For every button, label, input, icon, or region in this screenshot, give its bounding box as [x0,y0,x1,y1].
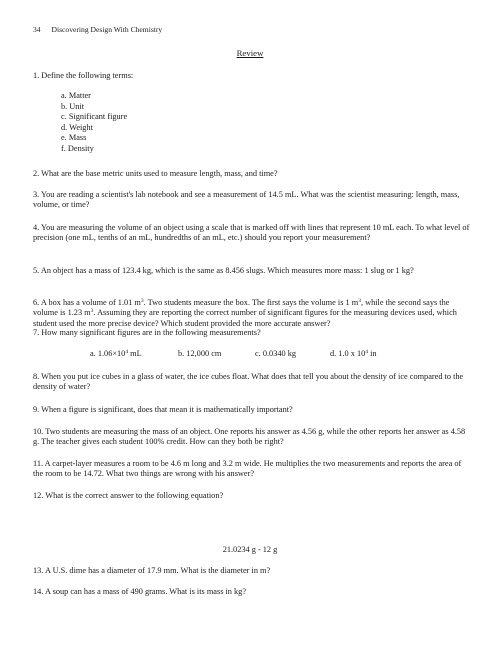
question-2: 2. What are the base metric units used to measure length, mass, and time? [33,169,278,178]
question-1: 1. Define the following terms: [33,71,134,80]
q6-text: , while the second says the volume is 1.23 m [33,298,450,318]
question-9: 9. When a figure is significant, does that mean it is mathematically important? [33,405,293,414]
term-item: a. Matter [61,91,91,100]
question-11: 11. A carpet-layer measures a room to be 4.6 m long and 3.2 m wide. He multiplies the two measurements and reports the area of the room to be 14.72. What two things are wrong with his answer? [33,459,462,479]
term-item: c. Significant figure [61,112,128,122]
question-8: 8. When you put ice cubes in a glass of water, the ice cubes float. What does that tell you about the density of ice compared to the density of water? [33,372,464,392]
q6-text: . Two students measure the box. The first says the volume is 1 m [143,298,359,307]
page-number: 34 [33,25,41,34]
question-7: 7. How many significant figures are in the following measurements? [33,328,261,337]
equation: 21.0234 g - 12 g [222,545,278,554]
measurement-d: d. 1.0 x $10^4$ in [330,349,377,358]
question-3: 3. You are reading a scientist's lab notebook and see a measurement of 14.5 mL. What was the scientist measuring: length, mass, volume, or time? [33,190,460,210]
q6-superscript: 3 [90,308,94,315]
q6-superscript: 3 [358,298,361,304]
term-list [61,91,127,155]
term-item: f. Density [61,143,94,153]
q6-superscript: 3 [140,298,144,304]
question-6 [33,298,473,329]
term-item: e. Mass [61,133,87,143]
question-14: 14. A soup can has a mass of 490 grams. What is its mass in kg? [33,587,247,596]
question-4: 4. You are measuring the volume of an object using a scale that is marked off with lines that represent 10 mL each. To what level of precision (one mL, tenths of an mL, hundredths of an mL, etc.) should you report your measurement? [33,223,470,243]
question-12: 12. What is the correct answer to the following equation? [33,491,224,500]
section-title: Review [236,48,264,58]
measurement-a: a. $1.06\times 10^4$ mL [90,349,142,358]
question-10: 10. Two students are measuring the mass of an object. One reports his answer as 4.56 g, while the other reports her answer as 4.58 g. The teacher gives each student 100% credit. How can they both be right? [33,427,466,447]
book-title: Discovering Design With Chemistry [51,25,163,34]
question-13: 13. A U.S. dime has a diameter of 17.9 mm. What is the diameter in m? [33,566,271,575]
term-item: b. Unit [61,101,85,111]
measurement-c: c. 0.0340 kg [255,349,297,358]
term-item: d. Weight [61,122,93,132]
question-5: 5. An object has a mass of 123.4 kg, which is the same as 8.456 slugs. Which measures more mass: 1 slug or 1 kg? [33,266,414,275]
page-header [33,25,162,35]
q6-text: . Assuming they are reporting the correct number of significant figures for the measuring devices used, which student used the more precise device? Which student provided the more accurate answer? [33,308,457,328]
q6-text: 6. A box has a volume of 1.01 m [33,298,141,307]
measurement-b: b. 12,000 cm [178,349,222,358]
